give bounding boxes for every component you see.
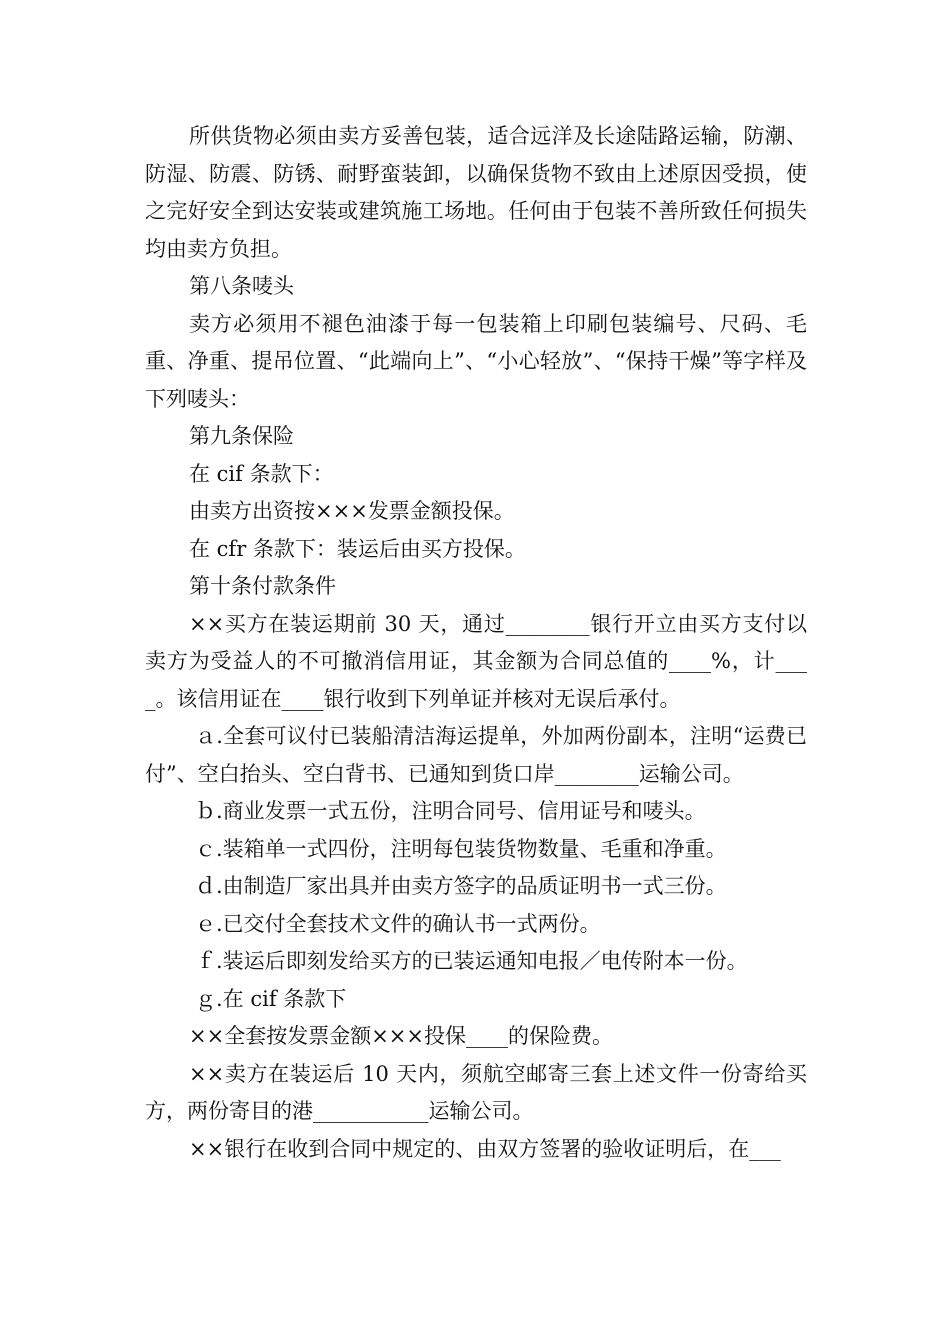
list-item-g-cif-terms: ｇ.在 cif 条款下 bbox=[195, 986, 347, 1011]
document-body bbox=[145, 118, 807, 1168]
paragraph-cif-terms: 在 cif 条款下： bbox=[189, 461, 334, 486]
list-item-d-quality-certificate: ｄ.由制造厂家出具并由卖方签字的品质证明书一式三份。 bbox=[195, 874, 727, 898]
paragraph-shipping-marks: 卖方必须用不褪色油漆于每一包装箱上印刷包装编号、尺码、毛重、净重、提吊位置、“此端向上”、“小心轻放”、“保持干燥”等字样及下列唛头： bbox=[145, 311, 807, 411]
paragraph-airmail-documents: ××卖方在装运后 10 天内，须航空邮寄三套上述文件一份寄给买方，两份寄目的港___________运输公司。 bbox=[145, 1061, 807, 1123]
list-item-e-technical-docs: ｅ.已交付全套技术文件的确认书一式两份。 bbox=[195, 911, 601, 936]
list-item-f-shipping-notice: ｆ.装运后即刻发给买方的已装运通知电报／电传附本一份。 bbox=[195, 949, 748, 973]
paragraph-letter-of-credit: ××买方在装运期前 30 天，通过________银行开立由买方支付以卖方为受益人的不可撤消信用证，其金额为合同总值的____%，计____。该信用证在____银行收到下列单证并核对无误后承付。 bbox=[145, 611, 807, 711]
heading-article-8-marks: 第八条唛头 bbox=[189, 274, 294, 298]
paragraph-seller-insures: 由卖方出资按×××发票金额投保。 bbox=[189, 499, 515, 523]
heading-article-9-insurance: 第九条保险 bbox=[189, 424, 294, 448]
paragraph-bank-acceptance: ××银行在收到合同中规定的、由双方签署的验收证明后，在___ bbox=[189, 1136, 781, 1161]
list-item-a-bill-of-lading: ａ.全套可议付已装船清洁海运提单，外加两份副本，注明“运费已付”、空白抬头、空白背书、已通知到货口岸________运输公司。 bbox=[145, 724, 807, 786]
heading-article-10-payment: 第十条付款条件 bbox=[189, 574, 336, 598]
paragraph-packing: 所供货物必须由卖方妥善包装，适合远洋及长途陆路运输，防潮、防湿、防震、防锈、耐野蛮装卸，以确保货物不致由上述原因受损，使之完好安全到达安装或建筑施工场地。任何由于包装不善所致任何损失均由卖方负担。 bbox=[145, 124, 807, 261]
list-item-c-packing-list: ｃ.装箱单一式四份，注明每包装货物数量、毛重和净重。 bbox=[195, 836, 727, 861]
paragraph-insurance-premium: ××全套按发票金额×××投保____的保险费。 bbox=[189, 1024, 613, 1048]
list-item-b-commercial-invoice: ｂ.商业发票一式五份，注明合同号、信用证号和唛头。 bbox=[195, 799, 706, 823]
paragraph-cfr-terms: 在 cfr 条款下：装运后由买方投保。 bbox=[189, 536, 526, 561]
